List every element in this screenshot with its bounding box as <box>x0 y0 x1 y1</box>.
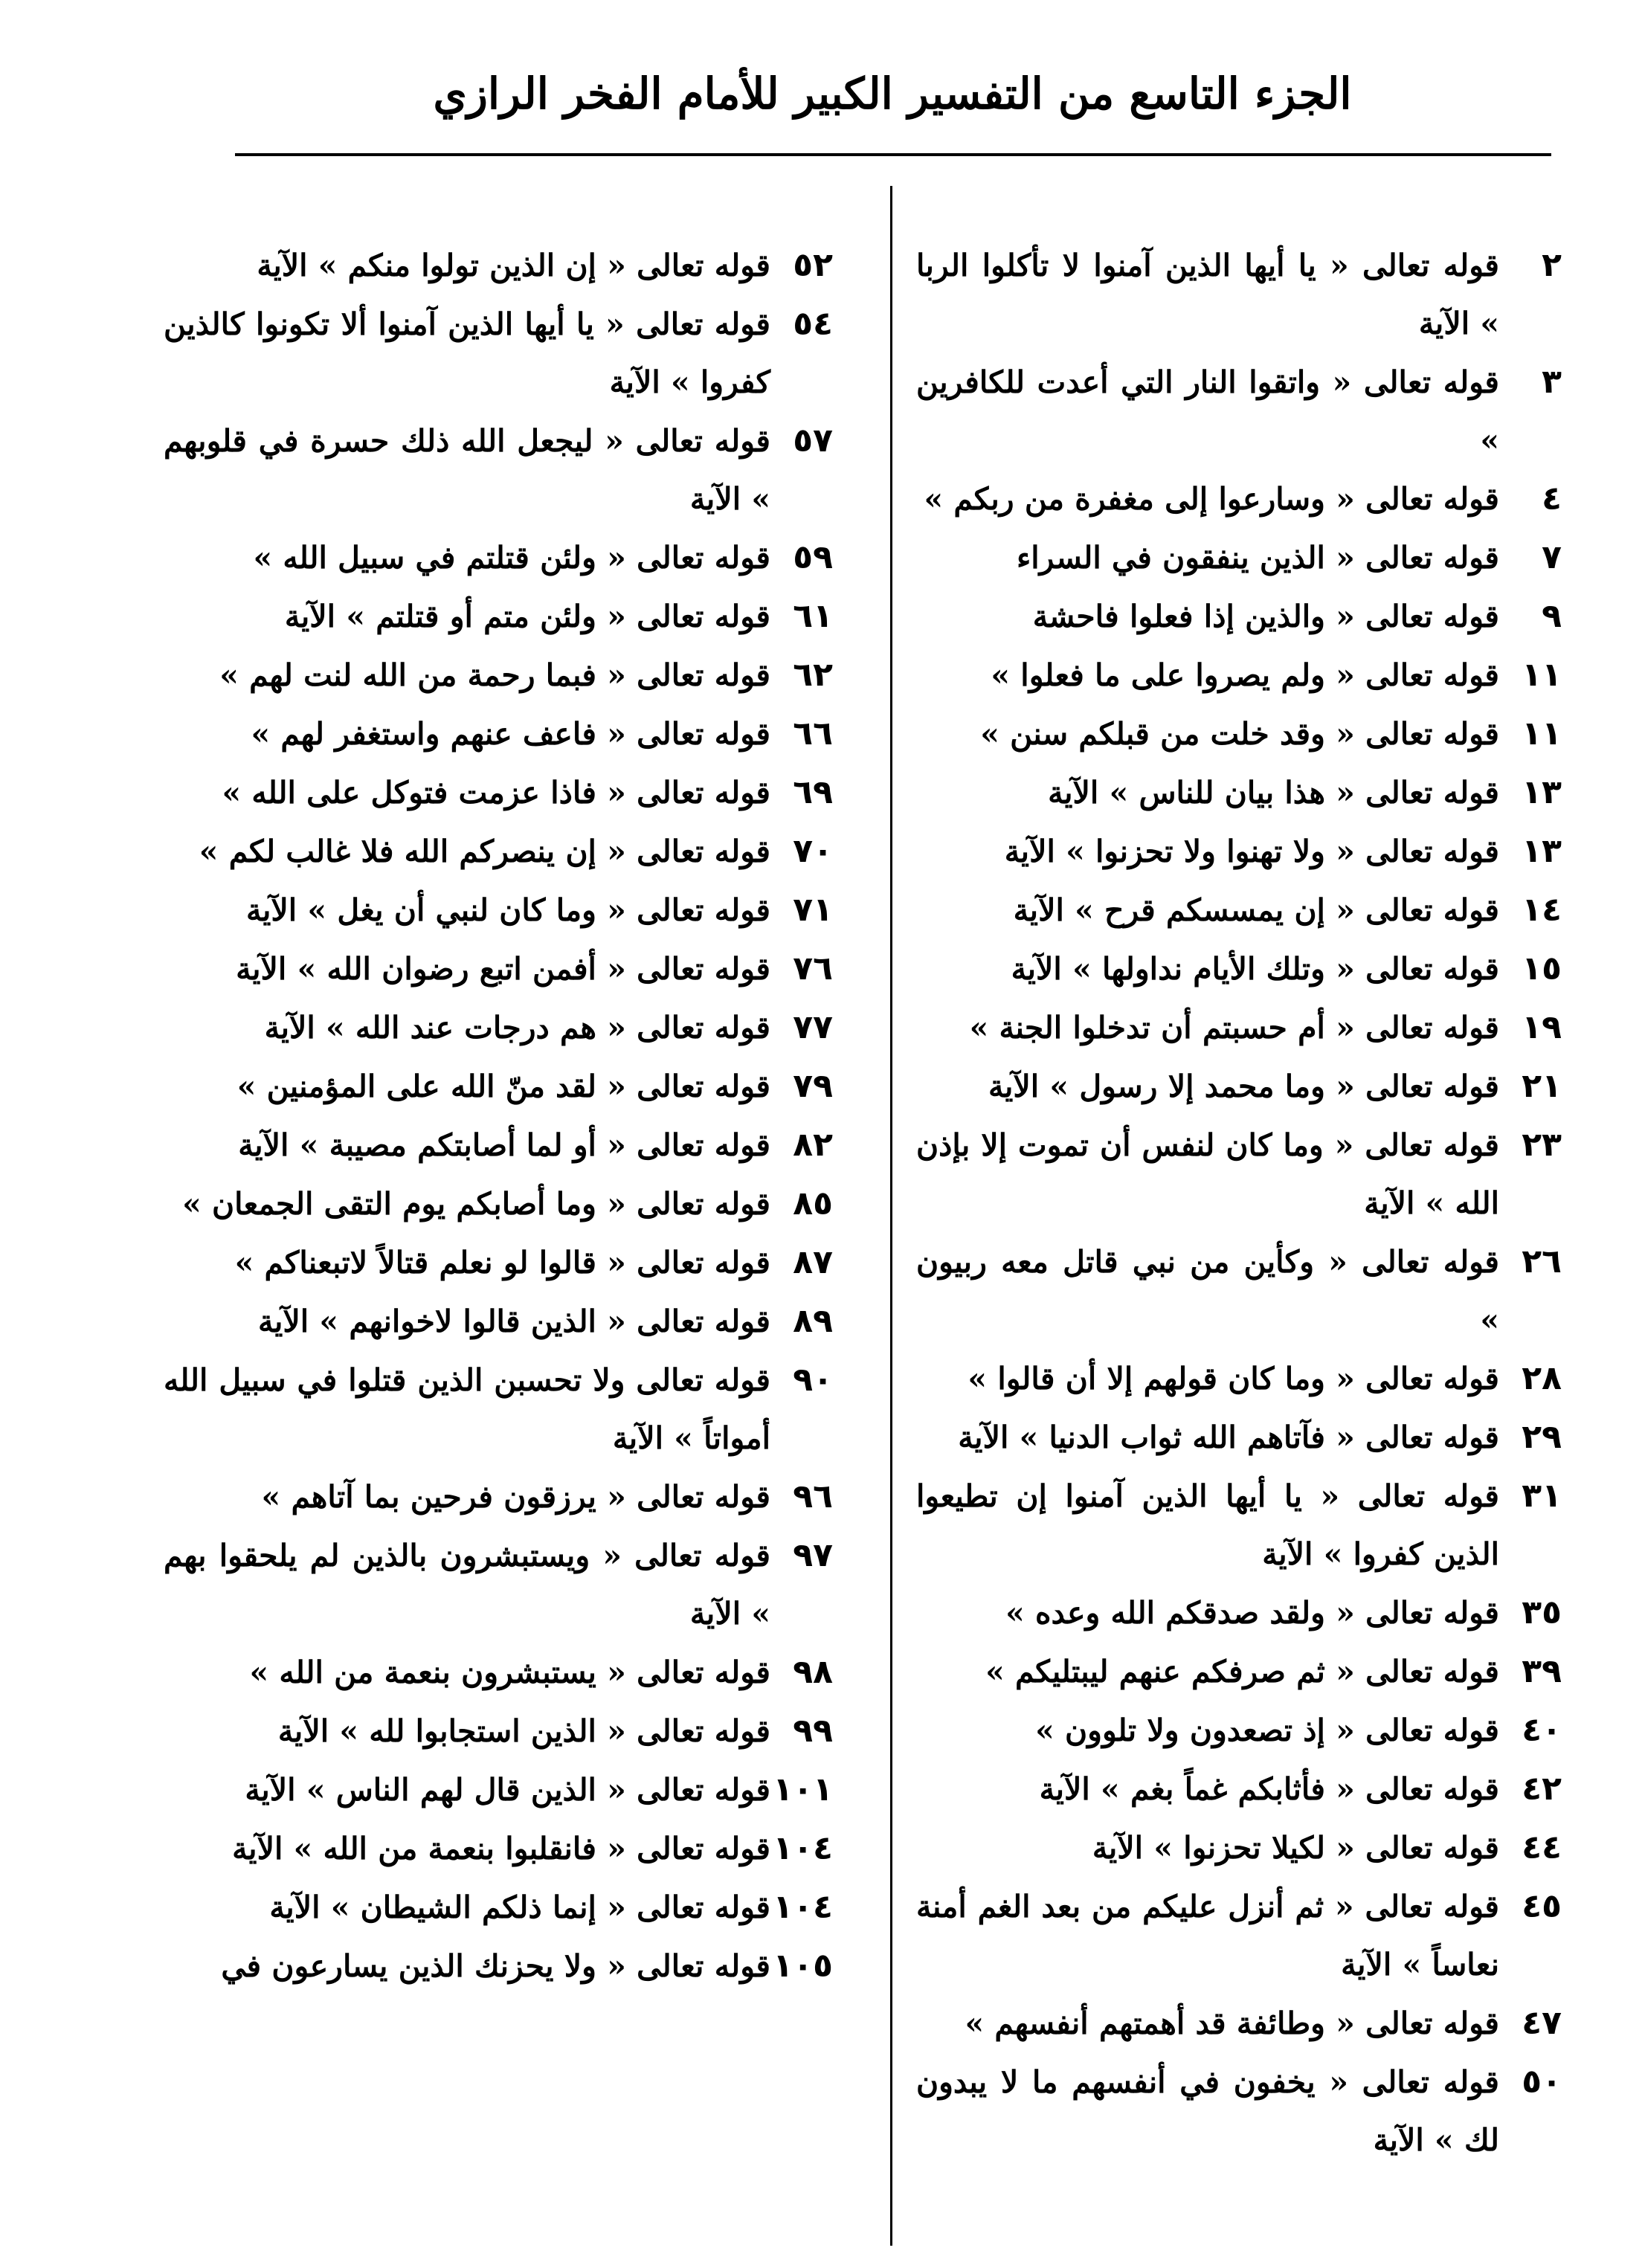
entry-text: قوله تعالى « ولئن متم أو قتلتم » الآية <box>284 599 770 634</box>
entry-page-number: ٧٠ <box>793 832 833 870</box>
entry-page-number: ٥٤ <box>793 305 833 343</box>
entry-text: قوله تعالى « يا أيها الذين آمنوا إن تطيعوا الذين كفروا » الآية <box>916 1478 1499 1572</box>
entry-text: قوله تعالى « وكأين من نبي قاتل معه ربيون » <box>916 1244 1499 1338</box>
entry-page-number: ٨٥ <box>793 1185 833 1222</box>
entry-page-number: ٩٨ <box>793 1653 833 1691</box>
entry-page-number: ١٩ <box>1522 1008 1562 1046</box>
entry-page-number: ٤ <box>1542 480 1562 518</box>
entry-text: قوله تعالى « ولئن قتلتم في سبيل الله » <box>253 540 770 576</box>
index-entry <box>164 1878 833 1936</box>
entry-text: قوله تعالى « يا أيها الذين آمنوا ألا تكونوا كالذين كفروا » الآية <box>164 306 770 400</box>
entry-text: قوله تعالى « وسارعوا إلى مغفرة من ربكم » <box>924 481 1499 517</box>
index-entry <box>916 1408 1562 1466</box>
entry-text: قوله تعالى « وتلك الأيام نداولها » الآية <box>1011 951 1499 987</box>
index-entry <box>916 705 1562 763</box>
index-entry <box>916 999 1562 1057</box>
entry-text: قوله تعالى « يستبشرون بنعمة من الله » <box>249 1655 770 1690</box>
entry-text: قوله تعالى « إن الذين تولوا منكم » الآية <box>257 248 770 283</box>
index-entry <box>916 236 1562 352</box>
index-entry <box>164 1468 833 1526</box>
index-entry <box>164 1057 833 1115</box>
entry-page-number: ٧٧ <box>793 1008 833 1046</box>
entry-text: قوله تعالى « واتقوا النار التي أعدت للكافرين » <box>916 364 1499 458</box>
index-entry <box>164 999 833 1057</box>
index-entry <box>916 1760 1562 1818</box>
entry-text: قوله تعالى « ويستبشرون بالذين لم يلحقوا بهم » الآية <box>164 1538 770 1631</box>
index-entry <box>916 529 1562 587</box>
entry-page-number: ١٠١ <box>773 1771 833 1808</box>
index-entry <box>916 1350 1562 1408</box>
index-entry <box>916 2053 1562 2169</box>
entry-page-number: ٢٩ <box>1522 1418 1562 1456</box>
index-entry <box>164 822 833 880</box>
index-entry <box>916 1819 1562 1877</box>
entry-text: قوله تعالى « ليجعل الله ذلك حسرة في قلوبهم » الآية <box>164 423 770 517</box>
entry-page-number: ٤٧ <box>1522 2004 1562 2042</box>
index-entry <box>164 1820 833 1878</box>
entry-text: قوله تعالى « قالوا لو نعلم قتالاً لاتبعناكم » <box>234 1245 770 1280</box>
index-entry <box>916 881 1562 939</box>
entry-page-number: ١٣ <box>1522 773 1562 811</box>
entry-text: قوله تعالى « ثم أنزل عليكم من بعد الغم أمنة نعاساً » الآية <box>916 1889 1499 1982</box>
entry-page-number: ٩٧ <box>793 1536 833 1574</box>
entry-text: قوله تعالى « وما محمد إلا رسول » الآية <box>988 1069 1499 1104</box>
entry-text: قوله تعالى « وقد خلت من قبلكم سنن » <box>980 716 1499 752</box>
index-entry <box>916 1643 1562 1701</box>
entry-page-number: ٢ <box>1542 246 1562 284</box>
entry-text: قوله تعالى « الذين قالوا لاخوانهم » الآية <box>257 1304 770 1339</box>
entry-page-number: ٦٦ <box>793 715 833 753</box>
entry-page-number: ١٠٥ <box>773 1947 833 1985</box>
index-entry <box>164 236 833 294</box>
index-entry <box>164 1292 833 1350</box>
entry-text: قوله تعالى « إذ تصعدون ولا تلوون » <box>1035 1713 1499 1748</box>
index-entry <box>916 1467 1562 1583</box>
index-entry <box>164 412 833 528</box>
index-entry <box>916 1057 1562 1115</box>
entry-page-number: ٨٢ <box>793 1126 833 1164</box>
entry-page-number: ٨٩ <box>793 1302 833 1340</box>
entry-text: قوله تعالى « يا أيها الذين آمنوا لا تأكلوا الربا » الآية <box>916 248 1499 341</box>
index-entry <box>164 764 833 822</box>
entry-text: قوله تعالى « وطائفة قد أهمتهم أنفسهم » <box>965 2006 1499 2041</box>
entry-page-number: ٣١ <box>1522 1477 1562 1515</box>
entry-page-number: ١٣ <box>1522 832 1562 870</box>
index-entry <box>916 1233 1562 1349</box>
entry-page-number: ١٠٤ <box>773 1888 833 1926</box>
index-entry <box>916 940 1562 998</box>
entry-page-number: ٤٢ <box>1522 1770 1562 1808</box>
entry-text: قوله تعالى « أفمن اتبع رضوان الله » الآية <box>236 951 770 987</box>
index-entry <box>916 1701 1562 1759</box>
index-entry <box>916 1878 1562 1994</box>
index-entry <box>164 1643 833 1701</box>
index-column-right <box>916 236 1562 2170</box>
entry-page-number: ٥٩ <box>793 538 833 576</box>
entry-text: قوله تعالى « إنما ذلكم الشيطان » الآية <box>269 1890 770 1925</box>
entry-text: قوله تعالى « فآتاهم الله ثواب الدنيا » الآية <box>958 1420 1499 1455</box>
index-entry <box>916 587 1562 645</box>
entry-page-number: ١٠٤ <box>773 1829 833 1867</box>
entry-page-number: ٧٦ <box>793 950 833 988</box>
entry-page-number: ٧٩ <box>793 1067 833 1105</box>
entry-text: قوله تعالى « ثم صرفكم عنهم ليبتليكم » <box>985 1654 1499 1689</box>
index-entry <box>164 1527 833 1643</box>
index-entry <box>164 646 833 704</box>
entry-text: قوله تعالى « إن ينصركم الله فلا غالب لكم » <box>199 834 770 869</box>
entry-page-number: ٧١ <box>793 891 833 929</box>
entry-text: قوله تعالى « وما كان لنفس أن تموت إلا بإذن الله » الآية <box>916 1127 1499 1221</box>
index-entry <box>916 470 1562 528</box>
entry-page-number: ٤٤ <box>1522 1829 1562 1866</box>
entry-text: قوله تعالى « وما كان لنبي أن يغل » الآية <box>245 892 770 928</box>
page-title: الجزء التاسع من التفسير الكبير للأمام الفخر الرازي <box>433 68 1352 119</box>
index-entry <box>916 1116 1562 1232</box>
entry-text: قوله تعالى « أو لما أصابتكم مصيبة » الآية <box>238 1127 770 1163</box>
index-entry <box>916 822 1562 880</box>
entry-page-number: ٩٠ <box>793 1361 833 1399</box>
entry-text: قوله تعالى « هم درجات عند الله » الآية <box>264 1010 770 1046</box>
entry-text: قوله تعالى « أم حسبتم أن تدخلوا الجنة » <box>969 1010 1499 1046</box>
index-entry <box>916 764 1562 822</box>
entry-text: قوله تعالى « وما أصابكم يوم التقى الجمعان » <box>182 1186 770 1222</box>
index-entry <box>164 705 833 763</box>
index-entry <box>164 529 833 587</box>
entry-page-number: ٣ <box>1542 363 1562 401</box>
index-entry <box>164 587 833 645</box>
index-entry <box>164 1351 833 1467</box>
entry-text: قوله تعالى « فانقلبوا بنعمة من الله » الآية <box>232 1831 770 1866</box>
entry-page-number: ٦١ <box>793 597 833 635</box>
entry-page-number: ٥٢ <box>793 246 833 284</box>
index-entry <box>164 1761 833 1819</box>
entry-page-number: ٨٧ <box>793 1243 833 1281</box>
entry-text: قوله تعالى « لكيلا تحزنوا » الآية <box>1092 1830 1499 1866</box>
index-entry <box>916 1994 1562 2052</box>
index-column-left <box>164 236 833 1996</box>
entry-text: قوله تعالى « ولقد صدقكم الله وعده » <box>1005 1595 1499 1631</box>
entry-text: قوله تعالى « فبما رحمة من الله لنت لهم » <box>219 657 770 693</box>
entry-page-number: ٥٧ <box>793 422 833 460</box>
entry-page-number: ٦٩ <box>793 773 833 811</box>
entry-text: قوله تعالى « فأثابكم غماً بغم » الآية <box>1039 1771 1499 1807</box>
entry-page-number: ٣٥ <box>1522 1594 1562 1631</box>
entry-text: قوله تعالى « هذا بيان للناس » الآية <box>1048 775 1499 811</box>
entry-page-number: ٤٠ <box>1522 1711 1562 1749</box>
index-entry <box>164 1937 833 1995</box>
entry-text: قوله تعالى « فاذا عزمت فتوكل على الله » <box>222 775 770 811</box>
index-entry <box>164 1234 833 1292</box>
entry-text: قوله تعالى « ولم يصروا على ما فعلوا » <box>991 657 1499 693</box>
entry-page-number: ٩٩ <box>793 1712 833 1750</box>
entry-text: قوله تعالى « لقد منّ الله على المؤمنين » <box>236 1069 770 1104</box>
entry-text: قوله تعالى ولا تحسبن الذين قتلوا في سبيل الله أمواتاً » الآية <box>164 1362 770 1456</box>
index-entry <box>164 940 833 998</box>
entry-page-number: ٢٦ <box>1522 1243 1562 1280</box>
entry-text: قوله تعالى « ولا تهنوا ولا تحزنوا » الآية <box>1004 834 1499 869</box>
entry-page-number: ١٥ <box>1522 950 1562 988</box>
entry-page-number: ٦٢ <box>793 656 833 694</box>
index-entry <box>916 1584 1562 1642</box>
entry-text: قوله تعالى « فاعف عنهم واستغفر لهم » <box>251 716 770 752</box>
entry-page-number: ٥٠ <box>1522 2063 1562 2101</box>
entry-text: قوله تعالى « الذين استجابوا لله » الآية <box>277 1713 770 1749</box>
index-entry <box>164 1116 833 1174</box>
index-entry <box>164 881 833 939</box>
index-entry <box>164 1702 833 1760</box>
entry-page-number: ٤٥ <box>1522 1887 1562 1925</box>
entry-page-number: ١٤ <box>1522 891 1562 929</box>
entry-page-number: ٢٨ <box>1522 1359 1562 1397</box>
index-entry <box>164 1175 833 1233</box>
index-entry <box>916 646 1562 704</box>
entry-page-number: ٩٦ <box>793 1478 833 1515</box>
entry-text: قوله تعالى « ولا يحزنك الذين يسارعون في <box>221 1948 770 1984</box>
header-rule <box>235 153 1551 156</box>
entry-text: قوله تعالى « إن يمسسكم قرح » الآية <box>1013 892 1499 928</box>
entry-page-number: ٧ <box>1542 538 1562 576</box>
entry-page-number: ١١ <box>1522 656 1562 694</box>
entry-page-number: ٢٣ <box>1522 1126 1562 1164</box>
column-divider <box>890 186 892 2246</box>
entry-page-number: ٢١ <box>1522 1067 1562 1105</box>
index-entry <box>916 353 1562 469</box>
entry-text: قوله تعالى « وما كان قولهم إلا أن قالوا » <box>968 1361 1499 1396</box>
entry-page-number: ٩ <box>1542 597 1562 635</box>
entry-text: قوله تعالى « الذين ينفقون في السراء <box>1017 540 1499 576</box>
entry-text: قوله تعالى « يرزقون فرحين بما آتاهم » <box>261 1479 770 1515</box>
entry-text: قوله تعالى « والذين إذا فعلوا فاحشة <box>1032 599 1499 634</box>
entry-page-number: ١١ <box>1522 715 1562 753</box>
entry-text: قوله تعالى « الذين قال لهم الناس » الآية <box>245 1772 770 1808</box>
index-entry <box>164 295 833 411</box>
entry-text: قوله تعالى « يخفون في أنفسهم ما لا يبدون لك » الآية <box>916 2064 1499 2158</box>
entry-page-number: ٣٩ <box>1522 1652 1562 1690</box>
